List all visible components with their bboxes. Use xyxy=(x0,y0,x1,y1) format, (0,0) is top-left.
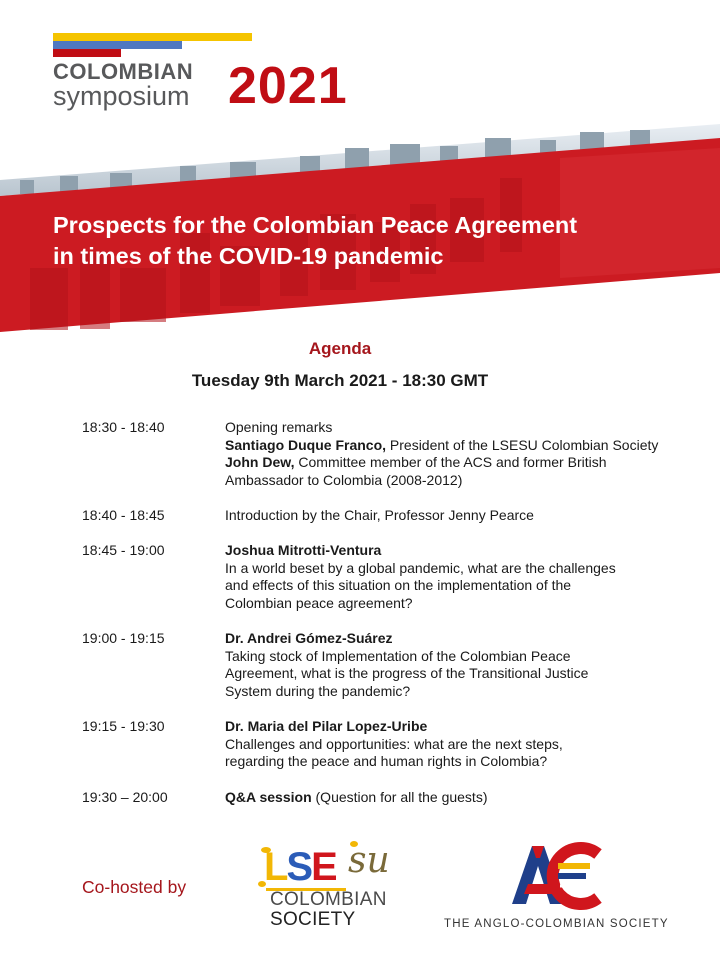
agenda-details xyxy=(225,630,685,700)
agenda-time: 18:30 - 18:40 xyxy=(82,419,165,435)
banner-title-line2: in times of the COVID-19 pandemic xyxy=(53,243,444,269)
lse-line2: SOCIETY xyxy=(270,909,356,930)
speaker-name: Santiago Duque Franco, xyxy=(225,436,387,453)
agenda-date: Tuesday 9th March 2021 - 18:30 GMT xyxy=(191,371,489,390)
agenda-details xyxy=(225,718,685,771)
stripe-blue xyxy=(53,41,182,49)
session-name: Q&A session xyxy=(225,789,312,805)
acs-name: THE ANGLO-COLOMBIAN SOCIETY xyxy=(444,918,669,930)
ac-monogram-icon xyxy=(440,836,670,916)
agenda-details xyxy=(225,419,685,489)
lse-line1: COLOMBIAN xyxy=(270,889,387,910)
agenda-line: Taking stock of Implementation of the Colombian Peace xyxy=(225,647,571,664)
agenda-time: 19:00 - 19:15 xyxy=(82,630,165,646)
agenda-line: Challenges and opportunities: what are the next steps, xyxy=(225,735,563,752)
agenda-line xyxy=(225,630,685,648)
stripe-red xyxy=(53,49,121,57)
speaker-name: Dr. Maria del Pilar Lopez-Uribe xyxy=(225,718,428,734)
brand-line2: symposium xyxy=(53,81,190,111)
agenda-time: 19:30 – 20:00 xyxy=(82,789,168,805)
agenda-line: John Dew, Committee member of the ACS and former British xyxy=(225,454,607,470)
brand-year: 2021 xyxy=(228,57,348,115)
agenda-heading: Agenda xyxy=(308,339,372,358)
agenda-details xyxy=(225,789,685,807)
title-banner xyxy=(0,118,720,340)
brand-line1: COLOMBIAN xyxy=(53,59,194,84)
agenda-time: 19:15 - 19:30 xyxy=(82,718,165,734)
agenda-line: Santiago Duque Franco, President of the LSESU Colombian Society xyxy=(225,436,659,453)
stripe-yellow xyxy=(53,33,252,41)
agenda-line: Ambassador to Colombia (2008-2012) xyxy=(225,471,463,488)
agenda-line: Agreement, what is the progress of the Transitional Justice xyxy=(225,665,589,681)
lsesu-colombian-society-logo xyxy=(256,836,406,936)
agenda-line: Opening remarks xyxy=(225,419,333,435)
agenda-line xyxy=(225,542,685,560)
speaker-name: Joshua Mitrotti-Ventura xyxy=(225,542,382,558)
agenda-time: 18:45 - 19:00 xyxy=(82,542,165,558)
brand-wordmark xyxy=(53,60,193,110)
agenda-line: regarding the peace and human rights in Colombia? xyxy=(225,753,548,769)
banner-title-line1: Prospects for the Colombian Peace Agreement xyxy=(53,212,578,238)
agenda-details xyxy=(225,507,685,525)
agenda-line xyxy=(225,718,685,736)
agenda-line: and effects of this situation on the implementation of the xyxy=(225,577,572,593)
speaker-name: Dr. Andrei Gómez-Suárez xyxy=(225,630,393,646)
lse-letters xyxy=(264,844,336,890)
banner-title xyxy=(53,210,693,272)
agenda-time: 18:40 - 18:45 xyxy=(82,507,165,523)
agenda-details xyxy=(225,542,685,612)
lse-text: LSE xyxy=(264,845,336,889)
agenda-line: Q&A session (Question for all the guests) xyxy=(225,789,488,805)
agenda-line: Colombian peace agreement? xyxy=(225,594,413,611)
cohosted-label: Co-hosted by xyxy=(82,877,187,897)
agenda-line: In a world beset by a global pandemic, what are the challenges xyxy=(225,559,616,576)
speaker-name: John Dew, xyxy=(225,454,295,470)
lse-su: su xyxy=(348,840,390,881)
agenda-line: System during the pandemic? xyxy=(225,682,411,699)
agenda-line: Introduction by the Chair, Professor Jenny Pearce xyxy=(225,507,534,523)
brand-stripes xyxy=(53,33,253,59)
